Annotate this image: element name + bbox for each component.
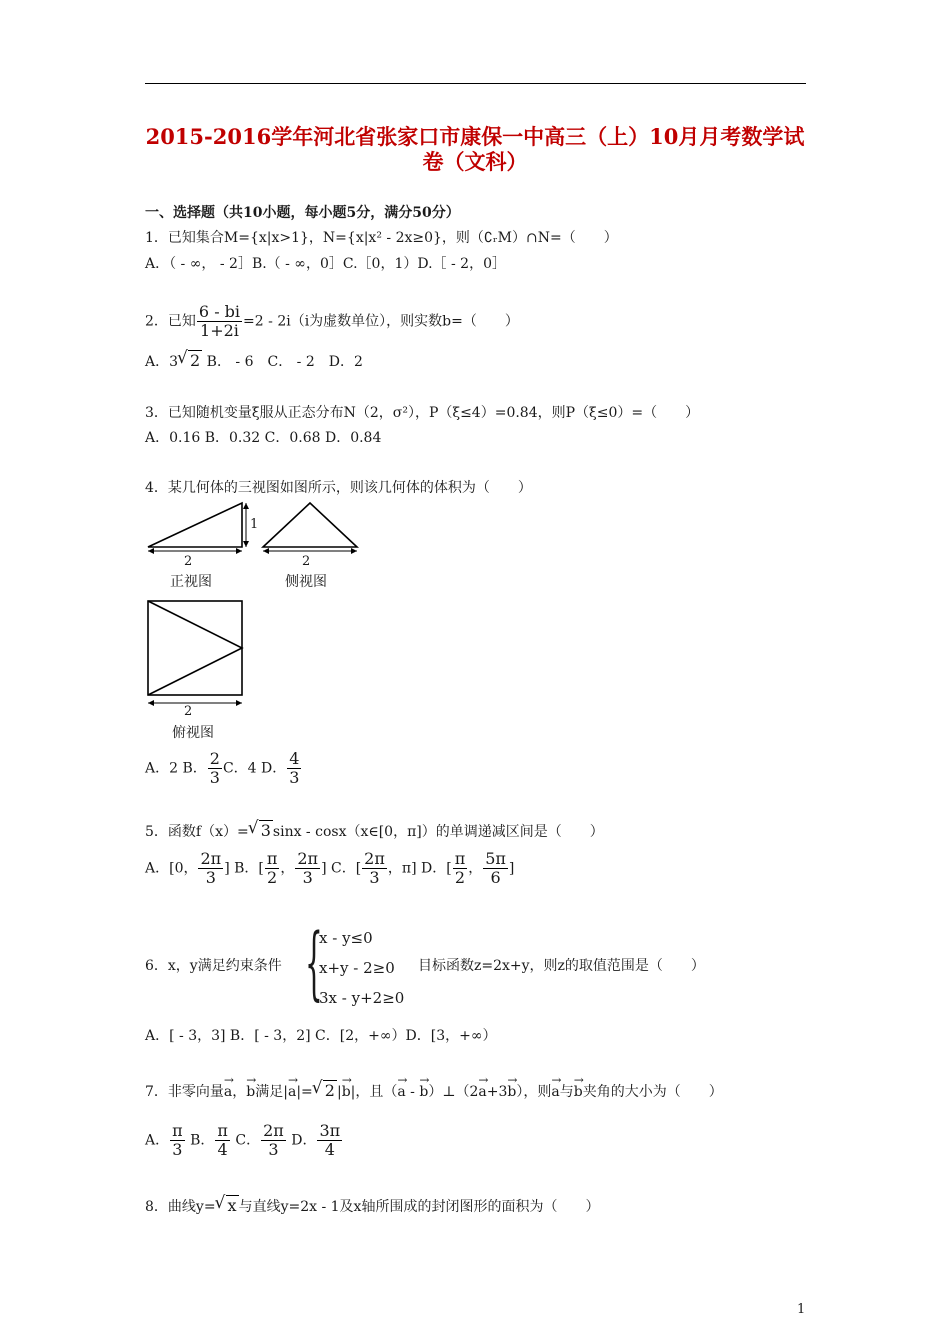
vector-a-4: → a: [478, 1075, 486, 1100]
vector-a-2: → a: [288, 1075, 296, 1100]
q7-p6: |，且（: [350, 1084, 398, 1100]
q5-c-den: 3: [369, 868, 380, 887]
q7-b-pre: B．: [190, 1132, 215, 1149]
q2-den: 1+2i: [200, 321, 239, 340]
q7-p5: |: [336, 1084, 342, 1100]
q2-sqrt: √ 2: [188, 350, 202, 370]
header-rule: [145, 83, 806, 84]
front-view: [148, 503, 249, 554]
q5-suffix: sinx - cosx（x∈[0，π]）的单调递减区间是（ ）: [272, 824, 604, 840]
q2-suffix: =2 - 2i（i为虚数单位），则实数b=（ ）: [243, 313, 519, 330]
q5-b-comma: ，: [280, 860, 295, 877]
q4-opt-d-frac: [287, 750, 301, 787]
question-4-options: [145, 750, 302, 787]
q2-fraction: [197, 303, 242, 340]
q7-d-den: 4: [324, 1140, 335, 1159]
vector-b-3: → b: [419, 1075, 428, 1100]
q8-sqrt: √ x: [226, 1195, 239, 1215]
question-1-options: A．（ - ∞， - 2］B.（ - ∞，0］C.［0，1）D.［ - 2，0］: [145, 256, 506, 272]
q5-d2-num: 5π: [485, 849, 506, 868]
q5-a-num: 2π: [200, 849, 222, 868]
q2-opt-a: A．3: [145, 354, 179, 370]
constraint-2: x+y - 2≥0: [319, 959, 395, 977]
q5-close: ]: [508, 860, 515, 877]
vector-b-2: → b: [342, 1075, 351, 1100]
front-width-label: 2: [184, 554, 193, 569]
front-view-label: 正视图: [170, 574, 212, 590]
question-6-suffix: 目标函数z=2x+y，则z的取值范围是（ ）: [418, 958, 705, 974]
q7-b-den: 4: [217, 1140, 228, 1159]
q7-c-num: 2π: [263, 1121, 284, 1140]
side-view: [263, 503, 357, 554]
question-7-options: [145, 1122, 343, 1159]
q5-b1-num: π: [266, 849, 278, 868]
section-heading: 一、选择题（共10小题，每小题5分，满分50分）: [145, 205, 460, 221]
top-width-label: 2: [184, 704, 193, 719]
question-5: [145, 820, 604, 841]
q5-b2-den: 3: [302, 868, 313, 887]
vector-b: → b: [246, 1075, 255, 1100]
vector-a-5: → a: [551, 1075, 559, 1100]
q4-opt-c: C．4 D．: [222, 760, 287, 777]
q4-b-den: 3: [209, 768, 220, 787]
q2-prefix: 2．已知: [145, 313, 196, 330]
q5-c-frac: [362, 850, 387, 887]
question-5-options: [145, 850, 514, 887]
q2-opt-rest: B． - 6 C． - 2 D．2: [202, 354, 363, 370]
front-height-label: 1: [250, 517, 259, 532]
q5-a-pre: A．[0，: [145, 860, 198, 877]
question-6-options: A．[ - 3，3] B．[ - 3，2] C．[2，+∞）D．[3，+∞）: [145, 1028, 497, 1044]
q4-opt-b-frac: [208, 750, 222, 787]
q5-b1-frac: [265, 850, 280, 887]
q7-a-num: π: [172, 1121, 183, 1140]
constraint-system: [305, 916, 415, 1013]
q7-b-frac: [215, 1122, 230, 1159]
q5-d1-frac: [453, 850, 468, 887]
q4-opt-a: A．2 B．: [145, 760, 207, 777]
top-view: [148, 601, 242, 706]
question-6-prefix: 6．x，y满足约束条件: [145, 958, 282, 974]
question-2-options: [145, 350, 363, 371]
q7-p7: -: [405, 1084, 420, 1100]
top-view-label: 俯视图: [172, 725, 214, 741]
q7-d-frac: [317, 1122, 342, 1159]
q5-prefix: 5．函数f（x）=: [145, 824, 249, 840]
question-2: [145, 303, 519, 340]
q5-c-pre: ] C．[: [321, 860, 362, 877]
q5-a-den: 3: [205, 868, 216, 887]
exam-title-line1: 2015-2016学年河北省张家口市康保一中高三（上）10月月考数学试: [145, 124, 805, 149]
q5-a-frac: [198, 850, 223, 887]
q5-c-num: 2π: [364, 849, 385, 868]
q7-p1: 7．非零向量: [145, 1084, 224, 1100]
vector-a: → a: [224, 1075, 232, 1100]
q5-sqrt: √ 3: [259, 820, 273, 840]
q5-c-post: ，π] D．[: [387, 860, 452, 877]
q5-d2-frac: [483, 850, 508, 887]
q7-a-den: 3: [172, 1140, 183, 1159]
q7-p8: ）⊥（2: [428, 1084, 479, 1100]
side-view-label: 侧视图: [285, 574, 327, 590]
q7-sqrt: √ 2: [323, 1080, 337, 1100]
question-3: 3．已知随机变量ξ服从正态分布N（2，σ²），P（ξ≤4）=0.84，则P（ξ≤0）=（ ）: [145, 405, 700, 421]
q7-p9: +3: [486, 1084, 508, 1100]
q4-d-den: 3: [289, 768, 300, 787]
q5-b2-num: 2π: [297, 849, 319, 868]
q2-num: 6 - bi: [198, 302, 241, 321]
q7-p3: 满足|: [255, 1084, 288, 1100]
side-width-label: 2: [302, 554, 311, 569]
question-7: [145, 1075, 723, 1101]
vector-a-3: → a: [397, 1075, 405, 1100]
q7-p2: ，: [232, 1084, 247, 1100]
q5-d-comma: ，: [468, 860, 483, 877]
q7-a-frac: [170, 1122, 185, 1159]
q8-suffix: 与直线y=2x - 1及x轴所围成的封闭图形的面积为（ ）: [238, 1199, 600, 1215]
constraint-3: 3x - y+2≥0: [319, 989, 405, 1007]
question-3-options: A．0.16 B．0.32 C．0.68 D．0.84: [145, 430, 382, 446]
q5-d2-den: 6: [490, 868, 501, 887]
q5-b1-den: 2: [267, 868, 278, 887]
constraint-1: x - y≤0: [319, 929, 373, 947]
vector-b-5: → b: [574, 1075, 583, 1100]
q7-p12: 夹角的大小为（ ）: [582, 1084, 723, 1100]
q7-c-pre: C．: [235, 1132, 261, 1149]
q5-b-pre: ] B．[: [224, 860, 264, 877]
q7-a-pre: A．: [145, 1132, 170, 1149]
question-4: 4．某几何体的三视图如图所示，则该几何体的体积为（ ）: [145, 480, 532, 496]
question-1: 1．已知集合M={x|x>1}，N={x|x² - 2x≥0}，则（∁ᵣM）∩N=（ ）: [145, 230, 618, 246]
q5-d1-den: 2: [454, 868, 466, 887]
q4-b-num: 2: [209, 749, 220, 768]
exam-title-line2: 卷（文科）: [422, 149, 528, 174]
q7-p11: 与: [559, 1084, 574, 1100]
brace-icon: {: [305, 916, 323, 1009]
page-number: 1: [797, 1302, 806, 1317]
q7-d-pre: D．: [291, 1132, 317, 1149]
q7-c-den: 3: [268, 1140, 279, 1159]
question-8: [145, 1195, 599, 1216]
q4-d-num: 4: [289, 749, 300, 768]
vector-b-4: → b: [507, 1075, 516, 1100]
q5-d1-num: π: [454, 849, 466, 868]
q7-d-num: 3π: [319, 1121, 341, 1140]
q7-c-frac: [261, 1122, 286, 1159]
q8-prefix: 8．曲线y=: [145, 1199, 216, 1215]
q7-p10: ），则: [516, 1084, 552, 1100]
q5-b2-frac: [295, 850, 320, 887]
q7-b-num: π: [217, 1121, 228, 1140]
q7-p4: |=: [296, 1084, 313, 1100]
